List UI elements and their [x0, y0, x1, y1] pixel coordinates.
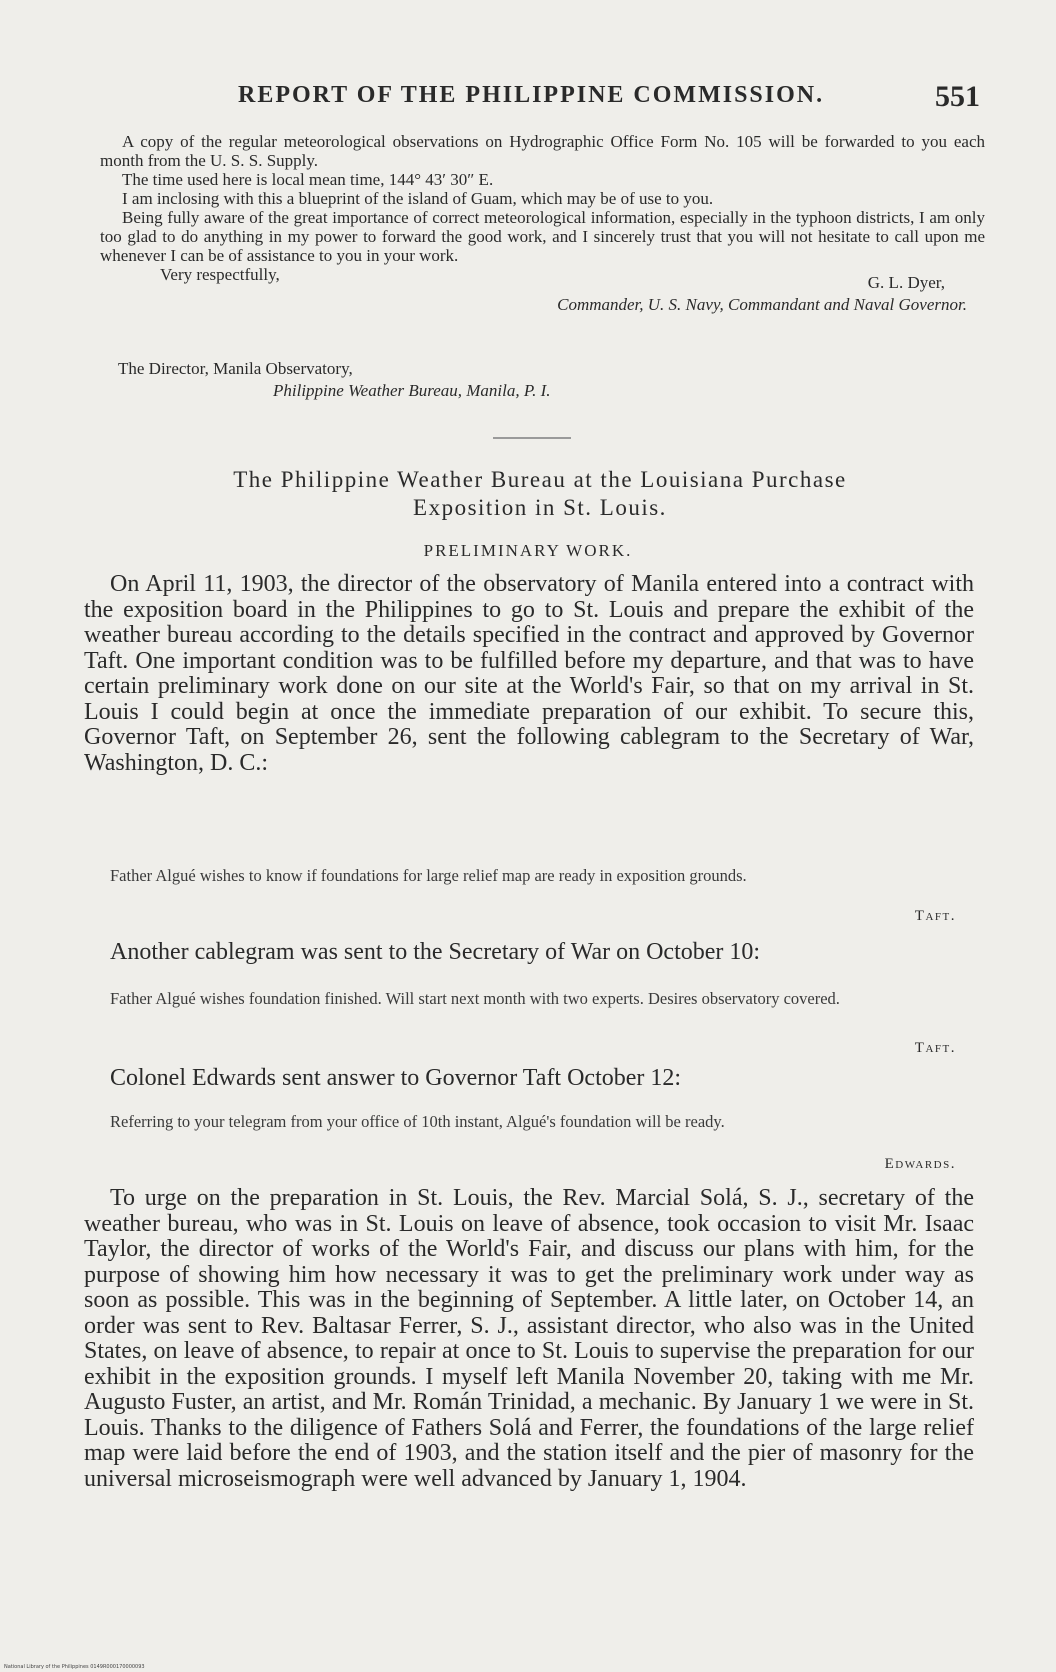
cablegram-signature-2: Taft. [914, 1040, 956, 1056]
letter-paragraph: The time used here is local mean time, 144° 43′ 30″ E. [122, 170, 494, 189]
section-title-line-2: Exposition in St. Louis. [413, 495, 667, 520]
body-paragraph-2: Another cablegram was sent to the Secretary of War on October 10: [110, 939, 761, 965]
letter-signer: G. L. Dyer, [867, 273, 945, 292]
scan-footer: National Library of the Philippines 0149R000170000093 [4, 1664, 145, 1670]
cablegram-quote-2: Father Algué wishes foundation finished. Will start next month with two experts. Desires observatory covered. [110, 989, 840, 1008]
letter-paragraph: Being fully aware of the great importance of correct meteorological information, especially in the typhoon districts, I am only too glad to do anything in my power to forward the good work, and I sincerely trust that you will not hesitate to call upon me whenever I can be of assistance to you in your work. [100, 208, 985, 265]
section-title [90, 466, 990, 522]
body-paragraph-4: To urge on the preparation in St. Louis, the Rev. Marcial Solá, S. J., secretary of the weather bureau, who was in St. Louis on leave of absence, took occasion to visit Mr. Isaac Taylor, the director of works of the World's Fair, and discuss our plans with him, for the purpose of showing him how necessary it was to get the preliminary work under way as soon as possible. This was in the beginning of September. A little later, on October 14, an order was sent to Rev. Baltasar Ferrer, S. J., assistant director, who also was in the United States, on leave of absence, to repair at once to St. Louis to supervise the preparation for our exhibit in the exposition grounds. I myself left Manila November 20, taking with me Mr. Augusto Fuster, an artist, and Mr. Román Trinidad, a mechanic. By January 1 we were in St. Louis. Thanks to the diligence of Fathers Solá and Ferrer, the foundations of the large relief map were laid before the end of 1903, and the station itself and the pier of masonry for the universal microseismograph were well advanced by January 1, 1904. [84, 1185, 974, 1492]
running-head [0, 82, 1056, 122]
letter-closing: Very respectfully, [160, 265, 280, 284]
address-line-2: Philippine Weather Bureau, Manila, P. I. [273, 381, 551, 400]
letter-signoff [100, 265, 985, 321]
letter-excerpt [100, 132, 985, 321]
cablegram-quote-1: Father Algué wishes to know if foundations for large relief map are ready in exposition grounds. [110, 866, 747, 885]
cablegram-signature-1: Taft. [914, 908, 956, 924]
section-divider [493, 437, 571, 439]
running-head-title: REPORT OF THE PHILIPPINE COMMISSION. [238, 82, 825, 108]
page-number: 551 [935, 80, 980, 113]
body-paragraph-1: On April 11, 1903, the director of the observatory of Manila entered into a contract with the exposition board in the Philippines to go to St. Louis and prepare the exhibit of the weather bureau according to the details specified in the contract and approved by Governor Taft. One important condition was to be fulfilled before my departure, and that was to have certain preliminary work done on our site at the World's Fair, so that on my arrival in St. Louis I could begin at once the immediate preparation of our exhibit. To secure this, Governor Taft, on September 26, sent the following cablegram to the Secretary of War, Washington, D. C.: [84, 571, 974, 776]
letter-paragraph: I am inclosing with this a blueprint of the island of Guam, which may be of use to you. [122, 189, 714, 208]
address-line-1: The Director, Manila Observatory, [118, 359, 353, 378]
cablegram-quote-3: Referring to your telegram from your office of 10th instant, Algué's foundation will be ready. [110, 1112, 725, 1131]
letter-signer-role: Commander, U. S. Navy, Commandant and Naval Governor. [557, 295, 967, 314]
section-subhead: PRELIMINARY WORK. [423, 541, 633, 560]
body-paragraph-3: Colonel Edwards sent answer to Governor Taft October 12: [110, 1065, 682, 1091]
section-title-line-1: The Philippine Weather Bureau at the Louisiana Purchase [233, 467, 847, 492]
cablegram-signature-3: Edwards. [884, 1156, 956, 1172]
letter-address [118, 358, 550, 402]
letter-paragraph: A copy of the regular meteorological observations on Hydrographic Office Form No. 105 will be forwarded to you each month from the U. S. S. Supply. [100, 132, 985, 170]
